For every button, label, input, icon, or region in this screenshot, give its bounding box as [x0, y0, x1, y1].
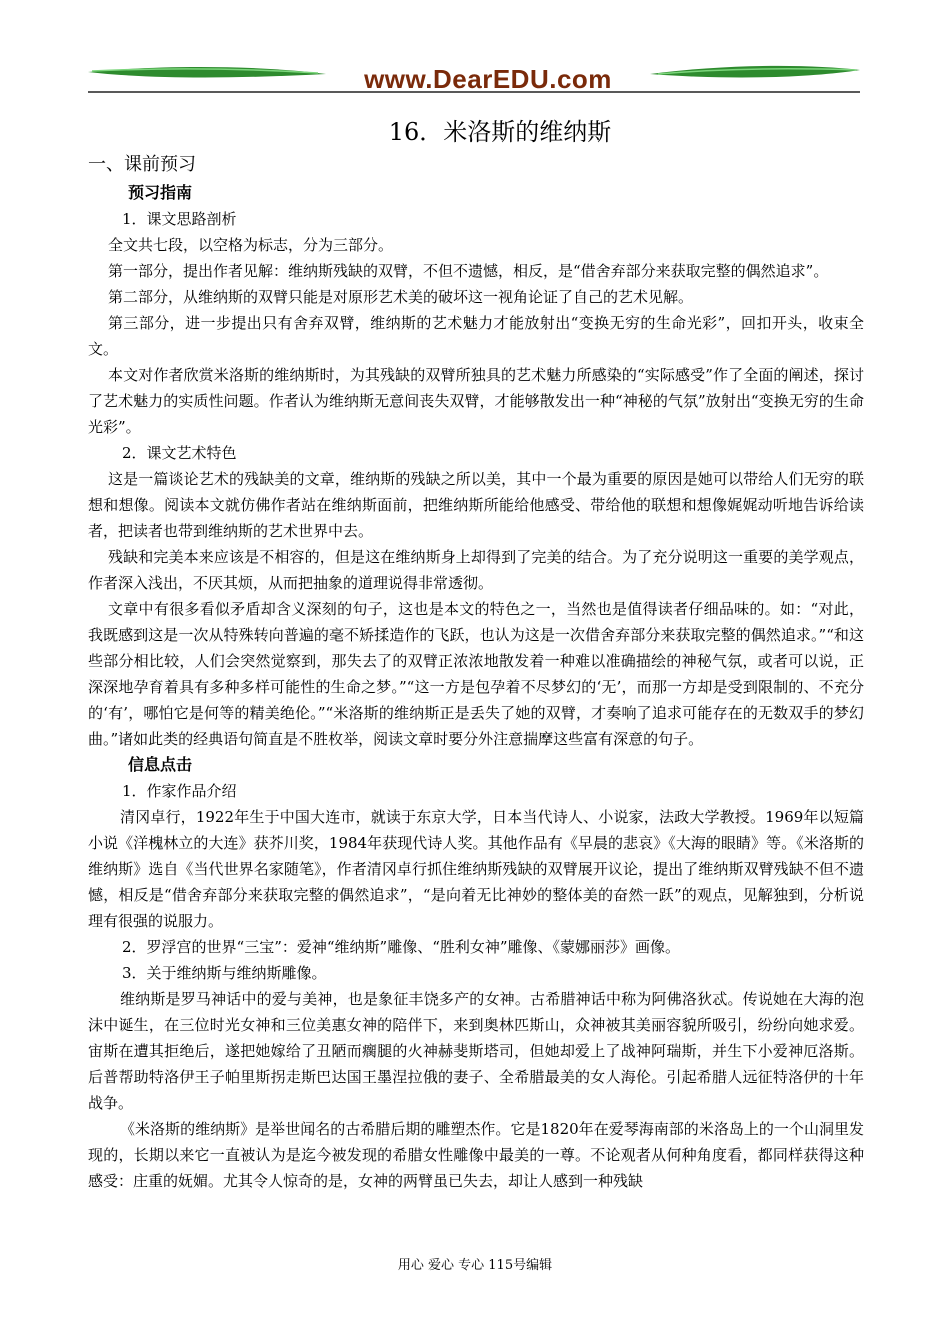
subheading-info: 信息点击 — [128, 755, 193, 774]
paragraph: 《米洛斯的维纳斯》是举世闻名的古希腊后期的雕塑杰作。它是1820年在爱琴海南部的米洛岛上的一个山洞里发现的，长期以来它一直被认为是迄今被发现的希腊女性雕像中最美的一尊。不论观者从何种角度看，都同样获得这种感受：庄重的妩媚。尤其令人惊奇的是，女神的两臂虽已失去，却让人感到一种残缺 — [88, 1120, 864, 1190]
section-heading-preview: 一、课前预习 — [88, 154, 196, 175]
paragraph: 文章中有很多看似矛盾却含义深刻的句子，这也是本文的特色之一，当然也是值得读者仔细品味的。如：“对此，我既感到这是一次从特殊转向普遍的毫不矫揉造作的飞跃，也认为这是一次借舍弃部分来获取完整的偶然追求。”“和这些部分相比较，人们会突然觉察到，那失去了的双臂正浓浓地散发着一种难以准确描绘的神秘气氛，或者可以说，正深深地孕育着具有多种多样可能性的生命之梦。”“这一方是包孕着不尽梦幻的‘无’，而那一方却是受到限制的、不充分的‘有’，哪怕它是何等的精美绝伦。”“米洛斯的维纳斯正是丢失了她的双臂，才奏响了追求可能存在的无数双手的梦幻曲。”诸如此类的经典语句简直是不胜枚举，阅读文章时要分外注意揣摩这些富有深意的句子。 — [88, 600, 864, 748]
page-footer: 用心 爱心 专心 115号编辑 — [397, 1258, 553, 1273]
item-heading-author: 1．作家作品介绍 — [122, 782, 237, 800]
site-header-banner — [88, 62, 860, 96]
site-logo-text: www.DearEDU.com — [364, 64, 612, 94]
paragraph: 本文对作者欣赏米洛斯的维纳斯时，为其残缺的双臂所独具的艺术魅力所感染的“实际感受”作了全面的阐述，探讨了艺术魅力的实质性问题。作者认为维纳斯无意间丧失双臂，才能够散发出一种“神秘的气氛”放射出“变换无穷的生命光彩”。 — [88, 366, 864, 436]
item-heading-features: 2．课文艺术特色 — [122, 444, 237, 462]
document-body — [88, 150, 864, 1194]
page-title: 16．米洛斯的维纳斯 — [388, 118, 612, 146]
item-heading-venus: 3．关于维纳斯与维纳斯雕像。 — [122, 964, 327, 982]
paragraph: 这是一篇谈论艺术的残缺美的文章，维纳斯的残缺之所以美，其中一个最为重要的原因是她可以带给人们无穷的联想和想像。阅读本文就仿佛作者站在维纳斯面前，把维纳斯所能给他感受、带给他的联想和想像娓娓动听地告诉给读者，把读者也带到维纳斯的艺术世界中去。 — [88, 470, 864, 540]
paragraph: 第二部分，从维纳斯的双臂只能是对原形艺术美的破坏这一视角论证了自己的艺术见解。 — [108, 288, 694, 306]
paragraph: 清冈卓行，1922年生于中国大连市，就读于东京大学，日本当代诗人、小说家，法政大学教授。1969年以短篇小说《洋槐林立的大连》获芥川奖，1984年获现代诗人奖。其他作品有《早晨的悲哀》《大海的眼睛》等。《米洛斯的维纳斯》选自《当代世界名家随笔》，作者清冈卓行抓住维纳斯残缺的双臂展开议论，提出了维纳斯双臂残缺不但不遗憾，相反是“借舍弃部分来获取完整的偶然追求”，“是向着无比神妙的整体美的奋然一跃”的观点，见解独到，分析说理有很强的说服力。 — [88, 808, 864, 930]
paragraph: 第三部分，进一步提出只有舍弃双臂，维纳斯的艺术魅力才能放射出“变换无穷的生命光彩”，回扣开头，收束全文。 — [88, 314, 864, 358]
paragraph: 第一部分，提出作者见解：维纳斯残缺的双臂，不但不遗憾，相反，是“借舍弃部分来获取完整的偶然追求”。 — [108, 262, 829, 280]
subheading-guide: 预习指南 — [128, 183, 193, 202]
item-heading-structure: 1．课文思路剖析 — [122, 210, 237, 228]
paragraph: 维纳斯是罗马神话中的爱与美神，也是象征丰饶多产的女神。古希腊神话中称为阿佛洛狄忒。传说她在大海的泡沫中诞生，在三位时光女神和三位美惠女神的陪伴下，来到奥林匹斯山，众神被其美丽容貌所吸引，纷纷向她求爱。宙斯在遭其拒绝后，遂把她嫁给了丑陋而瘸腿的火神赫斐斯塔司，但她却爱上了战神阿瑞斯，并生下小爱神厄洛斯。后普帮助特洛伊王子帕里斯拐走斯巴达国王墨涅拉俄的妻子、全希腊最美的女人海伦。引起希腊人远征特洛伊的十年战争。 — [88, 990, 864, 1112]
item-heading-louvre: 2．罗浮宫的世界“三宝”：爱神“维纳斯”雕像、“胜利女神”雕像、《蒙娜丽莎》画像。 — [122, 938, 681, 956]
paragraph: 全文共七段，以空格为标志，分为三部分。 — [108, 236, 394, 254]
paragraph: 残缺和完美本来应该是不相容的，但是这在维纳斯身上却得到了完美的结合。为了充分说明这一重要的美学观点，作者深入浅出，不厌其烦，从而把抽象的道理说得非常透彻。 — [88, 548, 864, 592]
